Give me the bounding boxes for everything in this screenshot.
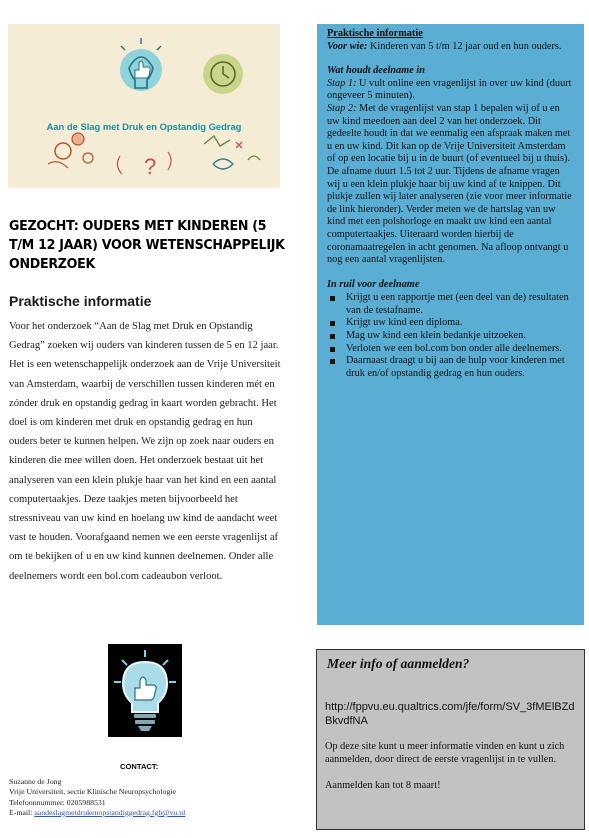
contact-email-link[interactable]: aandeslagmetdrukenopstandiggedrag.fgb@vu.nl (34, 807, 186, 817)
participation-title: Wat houdt deelname in (327, 65, 425, 77)
lightbulb-thumbs-up-icon (120, 38, 162, 91)
reward-list (327, 292, 574, 380)
lightbulb-icon (114, 650, 176, 731)
section-title: Praktische informatie (9, 293, 152, 309)
banner-title: Aan de Slag met Druk en Opstandig Gedrag (46, 121, 242, 132)
lightbulb-thumbs-up-image (108, 644, 182, 737)
more-info-text: Op deze site kunt u meer informatie vinden en kunt u zich aanmelden, door direct de eerste vragenlijst in te vullen. (325, 741, 565, 765)
reward-item: Mag uw kind een klein bedankje uitzoeken. (327, 330, 574, 343)
who-paragraph (327, 41, 574, 54)
reward-item: Krijgt u een rapportje met (een deel van de) resultaten van de testafname. (327, 292, 574, 317)
contact-name: Suzanne de Jong (9, 777, 62, 786)
signup-deadline: Aanmelden kan tot 8 maart! (325, 780, 441, 792)
step1-label: Stap 1: (327, 77, 357, 89)
more-info-box (316, 649, 585, 830)
signup-link[interactable]: http://fppvu.eu.qualtrics.com/jfe/form/SV_3fMElBZdBkvdfNA (325, 701, 575, 727)
step2-label: Stap 2: (327, 102, 357, 114)
step2-text: Met de vragenlijst van stap 1 bepalen wij of u en uw kind meedoen aan deel 2 van het onderzoek. Dit gedeelte houdt in dat we eenmalig een afspraak maken met u en uw kind. Dit kan op de Vrije Universiteit Amsterdam of op een locatie bij u in de buurt (of eventueel bij u thuis). De afname duurt 1.5 tot 2 uur. Tijdens de afname vragen wij u een klein plukje haar bij uw kind af te knippen. Dit plukje zullen wij later analyseren (zie voor meer informatie de link hieronder). Verder meten we de hartslag van uw kind met een polshorloge en maakt uw kind een aantal computertaakjes. Uiteraard worden hierbij de coronamaatregelen in acht genomen. Na afloop ontvangt u nog een aantal vragenlijsten. (327, 102, 572, 266)
contact-email-label: E-mail: (9, 807, 35, 817)
intro-paragraph: Voor het onderzoek “Aan de Slag met Druk en Opstandig Gedrag” zoeken wij ouders van kinderen tussen de 5 en 12 jaar. Het is een wetenschappelijk onderzoek aan de Vrije Universiteit van Amsterdam, waarbij de verschillen tussen kinderen mét en zónder druk en opstandig gedrag in kaart worden gebracht. Het doel is om kinderen met druk en opstandig gedrag en hun ouders beter te kunnen helpen. We zijn op zoek naar ouders en kinderen die mee willen doen. Het onderzoek bestaat uit het analyseren van een klein plukje haar van het kind en een aantal computertaakjes. Deze taakjes meten bijvoorbeeld het stressniveau van uw kind en hoelang uw kind de aandacht weet vast te houden. Voorafgaand nemen we een eerste vragenlijst af om te bekijken of u en uw kind kunnen deelnemen. Onder alle deelnemers wordt een bol.com cadeaubon verloot. (9, 321, 281, 582)
question-mark-icon (117, 152, 171, 179)
contact-details (9, 777, 185, 818)
contact-title: CONTACT: (120, 762, 159, 771)
doodles-icon (204, 136, 260, 169)
contact-affiliation: Vrije Universiteit, sectie Klinische Neuropsychologie (9, 787, 176, 797)
banner-image (8, 24, 280, 188)
reward-item: Verloten we een bol.com bon onder alle deelnemers. (327, 343, 574, 356)
info-box-title: Praktische informatie (327, 28, 423, 39)
who-label: Voor wie: (327, 40, 368, 52)
more-info-title: Meer info of aanmelden? (327, 656, 470, 671)
step1-text: U vult online een vragenlijst in over uw kind (duurt ongeveer 5 minuten). (327, 77, 572, 102)
contact-phone: Telefoonnummer: 0205988531 (9, 797, 106, 807)
clock-icon (203, 54, 243, 94)
reward-item: Daarnaast draagt u bij aan de hulp voor kinderen met druk en/of opstandig gedrag en hun ouders. (327, 355, 574, 380)
reward-title: In ruil voor deelname (327, 278, 420, 290)
step1-paragraph (327, 78, 574, 103)
svg-text:?: ? (144, 154, 157, 179)
practical-info-box (317, 24, 584, 625)
reward-item: Krijgt uw kind een diploma. (327, 317, 574, 330)
page-headline: GEZOCHT: OUDERS MET KINDEREN (5 T/M 12 JAAR) VOOR WETENSCHAPPELIJK ONDERZOEK (9, 218, 285, 272)
cookies-icon (48, 133, 93, 168)
who-text: Kinderen van 5 t/m 12 jaar oud en hun ouders. (367, 40, 562, 52)
contact-email-row (9, 808, 185, 818)
step2-paragraph (327, 103, 574, 267)
